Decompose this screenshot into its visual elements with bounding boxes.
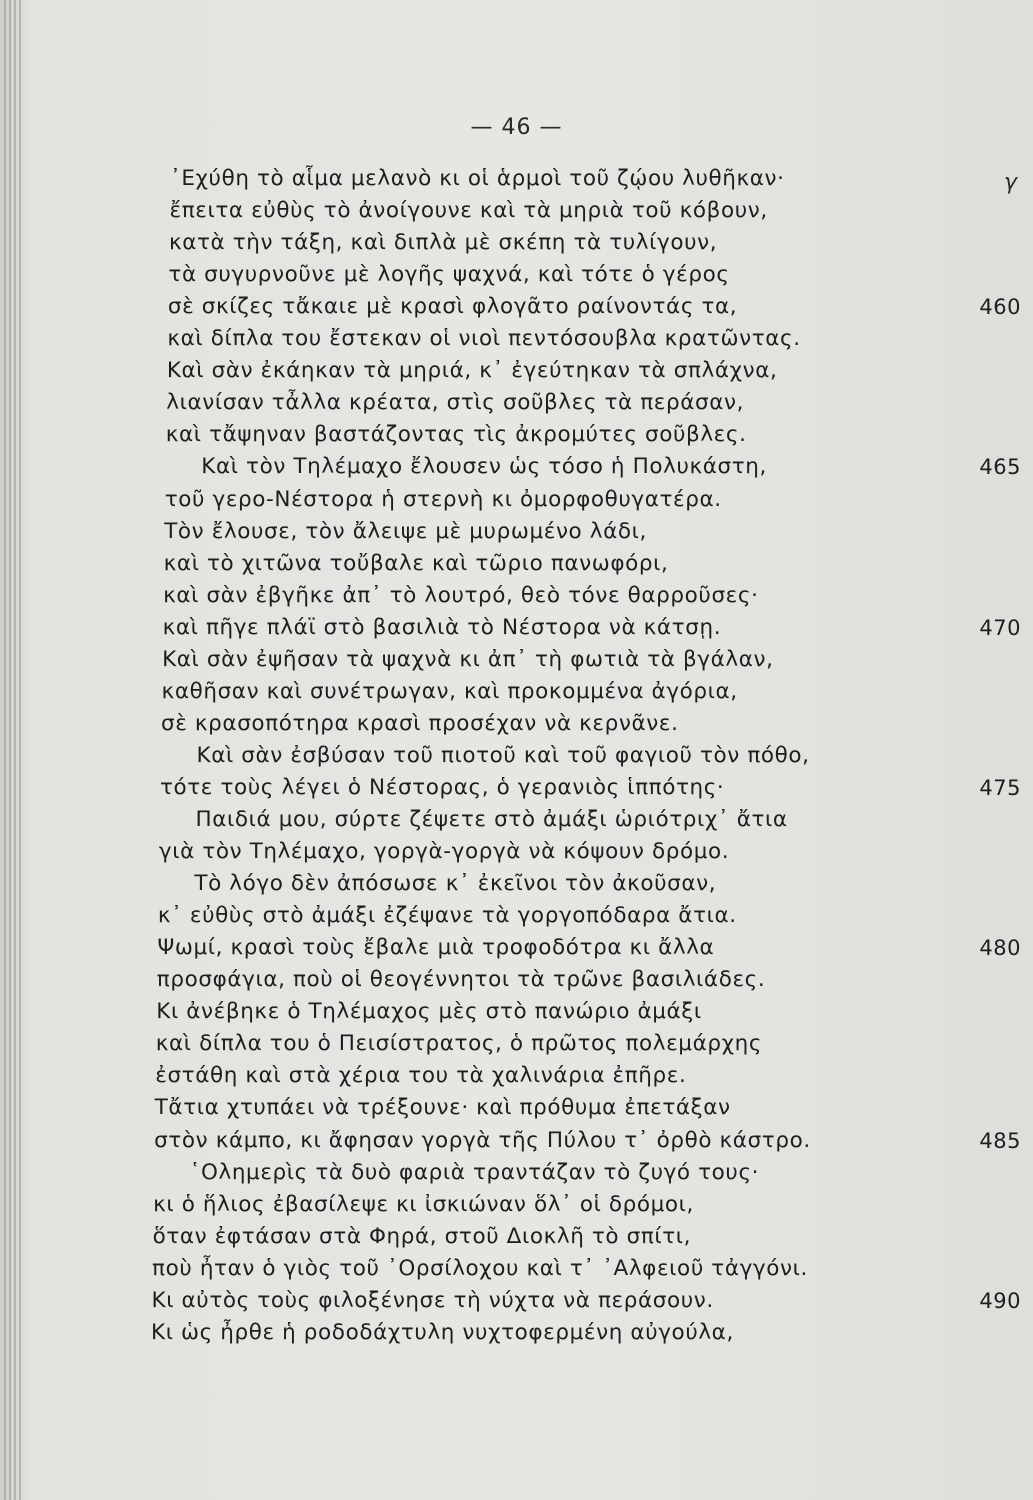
verse-line: καθῆσαν καὶ συνέτρωγαν, καὶ προκομμένα ἀγόρια,: [161, 678, 738, 704]
verse-line: Τἄτια χτυπάει νὰ τρέξουνε· καὶ πρόθυμα ἐπετάξαν: [154, 1095, 731, 1121]
verse-line: Καὶ σὰν ἐψῆσαν τὰ ψαχνὰ κι ἀπ᾿ τὴ φωτιὰ τὰ βγάλαν,: [162, 646, 774, 672]
page-edge: [19, 0, 21, 1500]
page-number: — 46 —: [470, 115, 563, 140]
line-number: 475: [979, 775, 1021, 800]
verse-line: Τὸ λόγο δὲν ἀπόσωσε κ᾿ ἐκεῖνοι τὸν ἀκοῦσαν,: [194, 871, 717, 897]
page-edge: [4, 0, 6, 1500]
verse-line: καὶ τὸ χιτῶνα τοὔβαλε καὶ τῶριο πανωφόρι,: [163, 550, 669, 576]
verse-line: ἔπειτα εὐθὺς τὸ ἀνοίγουνε καὶ τὰ μηριὰ τοῦ κόβουν,: [169, 198, 768, 224]
verse-line: προσφάγια, ποὺ οἱ θεογέννητοι τὰ τρῶνε βασιλιάδες.: [156, 967, 766, 993]
verse-line: κατὰ τὴν τάξη, καὶ διπλὰ μὲ σκέπη τὰ τυλίγουν,: [168, 230, 718, 256]
verse-line: σὲ σκίζες τἄκαιε μὲ κρασὶ φλογᾶτο ραίνοντάς τα,: [167, 294, 738, 320]
verse-line: Καὶ σὰν ἐσβύσαν τοῦ πιοτοῦ καὶ τοῦ φαγιοῦ τὸν πόθο,: [196, 742, 810, 768]
verse-line: ἐστάθη καὶ στὰ χέρια του τὰ χαλινάρια ἐπῆρε.: [155, 1063, 687, 1089]
verse-line: καὶ δίπλα του ἔστεκαν οἱ νιοὶ πεντόσουβλα κρατῶντας.: [167, 326, 801, 352]
line-number: 465: [979, 455, 1021, 480]
verse-line: Καὶ τὸν Τηλέμαχο ἔλουσεν ὡς τόσο ἡ Πολυκάστη,: [201, 454, 767, 480]
line-number: 485: [979, 1128, 1021, 1153]
line-number: 460: [979, 295, 1021, 320]
verse-line: ποὺ ἦταν ὁ γιὸς τοῦ ᾿Ορσίλοχου καὶ τ᾿ ᾿Αλφειοῦ τἀγγόνι.: [152, 1255, 808, 1281]
margin-mark: γ: [1003, 170, 1017, 195]
verse-line: κ᾿ εὐθὺς στὸ ἀμάξι ἐζέψανε τὰ γοργοπόδαρα ἄτια.: [157, 903, 737, 929]
verse-line: καὶ πῆγε πλάϊ στὸ βασιλιὰ τὸ Νέστορα νὰ κάτσῃ.: [162, 614, 722, 640]
verse-line: γιὰ τὸν Τηλέμαχο, γοργὰ-γοργὰ νὰ κόψουν δρόμο.: [158, 839, 730, 865]
verse-line: τοῦ γερο-Νέστορα ἡ στερνὴ κι ὀμορφοθυγατέρα.: [164, 486, 722, 512]
line-number: 470: [979, 615, 1021, 640]
verse-line: καὶ τἄψηναν βαστάζοντας τὶς ἀκρομύτες σοῦβλες.: [165, 422, 747, 448]
page-edge: [9, 0, 11, 1500]
verse-line: λιανίσαν τἆλλα κρέατα, στὶς σοῦβλες τὰ περάσαν,: [166, 390, 745, 416]
verse-line: στὸν κάμπο, κι ἄφησαν γοργὰ τῆς Πύλου τ᾿ ὀρθὸ κάστρο.: [154, 1127, 811, 1153]
verse-line: Καὶ σὰν ἐκάηκαν τὰ μηριά, κ᾿ ἐγεύτηκαν τὰ σπλάχνα,: [166, 358, 778, 384]
verse-line: Ψωμί, κρασὶ τοὺς ἔβαλε μιὰ τροφοδότρα κι ἄλλα: [157, 935, 715, 961]
verse-line: σὲ κρασοπότηρα κρασὶ προσέχαν νὰ κερνᾶνε.: [161, 710, 679, 736]
verse-line: ᾿Εχύθη τὸ αἷμα μελανὸ κι οἱ ἁρμοὶ τοῦ ζῴου λυθῆκαν·: [170, 166, 785, 191]
verse-line: Τὸν ἔλουσε, τὸν ἄλειψε μὲ μυρωμένο λάδι,: [164, 518, 647, 544]
verse-line: καὶ δίπλα του ὁ Πεισίστρατος, ὁ πρῶτος πολεμάρχης: [155, 1031, 763, 1057]
line-number: 490: [979, 1288, 1021, 1313]
verse-line: Κι ἀνέβηκε ὁ Τηλέμαχος μὲς στὸ πανώριο ἀμάξι: [156, 999, 702, 1025]
verse-line: ὅταν ἐφτάσαν στὰ Φηρά, στοῦ Διοκλῆ τὸ σπίτι,: [152, 1223, 692, 1249]
verse-line: τὰ συγυρνοῦνε μὲ λογῆς ψαχνά, καὶ τότε ὁ γέρος: [168, 262, 730, 288]
verse-line: καὶ σὰν ἐβγῆκε ἀπ᾿ τὸ λουτρό, θεὸ τόνε θαρροῦσες·: [163, 582, 759, 608]
line-number: 480: [979, 936, 1021, 961]
verse-line: Κι ὡς ἦρθε ἡ ροδοδάχτυλη νυχτοφερμένη αὐγούλα,: [151, 1319, 734, 1345]
verse-line: Παιδιά μου, σύρτε ζέψετε στὸ ἀμάξι ὡριότριχ᾿ ἄτια: [195, 807, 788, 832]
verse-line: Κι αὐτὸς τοὺς φιλοξένησε τὴ νύχτα νὰ περάσουν.: [151, 1287, 714, 1313]
verse-line: κι ὁ ἥλιος ἐβασίλεψε κι ἰσκιώναν ὅλ᾿ οἱ δρόμοι,: [153, 1191, 694, 1217]
verse-line: ῾Ολημερὶς τὰ δυὸ φαριὰ τραντάζαν τὸ ζυγό τους·: [189, 1159, 760, 1185]
page-edge: [14, 0, 16, 1500]
verse-line: τότε τοὺς λέγει ὁ Νέστορας, ὁ γερανιὸς ἱππότης·: [159, 774, 725, 800]
